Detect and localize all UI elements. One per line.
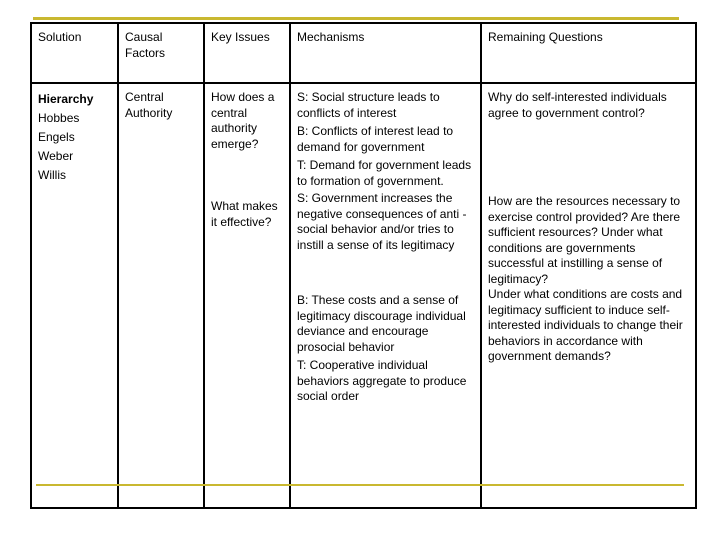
theorist: Weber <box>38 149 74 163</box>
key-issues-cell <box>204 83 290 508</box>
causal-factor-cell <box>118 83 204 508</box>
mechanism-item: T: Cooperative individual behaviors aggregate to produce social order <box>297 358 467 403</box>
mechanism-item: S: Social structure leads to conflicts of interest <box>297 90 440 120</box>
top-accent-line <box>33 17 679 20</box>
key-issue: What makes it effective? <box>211 199 278 229</box>
mechanism-item: B: Conflicts of interest lead to demand for government <box>297 124 454 154</box>
remaining-questions-cell <box>481 83 696 508</box>
header-solution: Solution <box>31 23 118 83</box>
header-causal-factors: Causal Factors <box>118 23 204 83</box>
causal-factor: Central Authority <box>125 90 173 120</box>
theory-table <box>30 22 697 509</box>
key-issue: How does a central authority emerge? <box>211 90 275 151</box>
theorist: Engels <box>38 130 75 144</box>
remaining-question: Under what conditions are costs and legitimacy sufficient to induce self-interested individuals to change their behaviors in accordance with government demands? <box>488 287 683 363</box>
solution-name: Hierarchy <box>38 92 94 106</box>
remaining-question: How are the resources necessary to exercise control provided? Are there sufficient resources? Under what conditions are governments successful at instilling a sense of legitimacy? <box>488 194 681 286</box>
mechanisms-cell <box>290 83 481 508</box>
header-remaining-questions: Remaining Questions <box>481 23 696 83</box>
mechanism-item: S: Government increases the negative consequences of anti -social behavior and/or tries to instill a sense of its legitimacy <box>297 191 467 252</box>
header-row <box>31 23 696 83</box>
mechanism-item: T: Demand for government leads to formation of government. <box>297 158 472 188</box>
table-row <box>31 83 696 508</box>
remaining-question: Why do self-interested individuals agree to government control? <box>488 90 667 120</box>
header-key-issues: Key Issues <box>204 23 290 83</box>
theorist: Hobbes <box>38 111 80 125</box>
mechanism-item: B: These costs and a sense of legitimacy discourage individual deviance and encourage prosocial behavior <box>297 293 466 354</box>
bottom-accent-line <box>36 484 684 486</box>
theorist: Willis <box>38 168 66 182</box>
header-mechanisms: Mechanisms <box>290 23 481 83</box>
solution-cell <box>31 83 118 508</box>
